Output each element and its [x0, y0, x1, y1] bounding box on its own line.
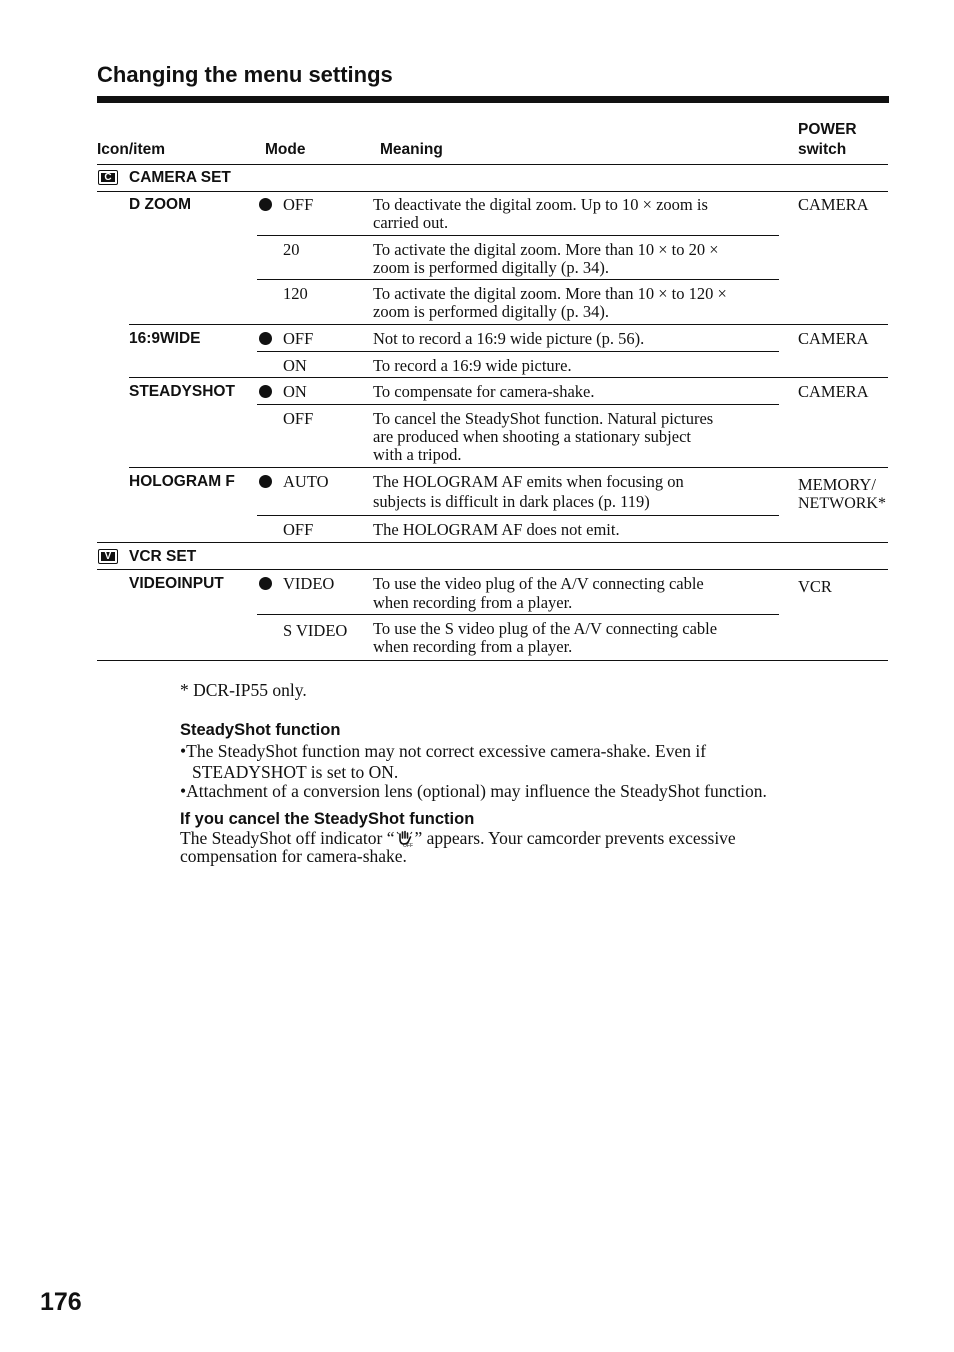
title-rule [97, 96, 889, 103]
meaning-line: zoom is performed digitally (p. 34). [373, 258, 609, 277]
default-bullet-icon [259, 332, 272, 345]
header-mode: Mode [265, 141, 306, 158]
header-meaning: Meaning [380, 141, 443, 158]
mode-off: OFF [283, 520, 314, 539]
header-rule [97, 164, 888, 165]
item-videoinput: VIDEOINPUT [129, 575, 224, 592]
power-d-zoom: CAMERA [798, 195, 869, 214]
meaning-line: To activate the digital zoom. More than 10 × to 20 × [373, 240, 719, 259]
steadyshot-heading: SteadyShot function [180, 721, 341, 739]
meaning-line: To deactivate the digital zoom. Up to 10 × zoom is [373, 195, 708, 214]
steadyshot-off-icon [395, 829, 415, 847]
row-rule [257, 614, 779, 615]
page-number: 176 [40, 1288, 82, 1316]
mode-s-video: S VIDEO [283, 621, 348, 640]
row-rule [257, 515, 779, 516]
meaning-line: are produced when shooting a stationary subject [373, 427, 691, 446]
mode-on: ON [283, 356, 307, 375]
cancel-body-line1 [180, 828, 736, 848]
meaning-line: when recording from a player. [373, 637, 573, 656]
mode-120: 120 [283, 284, 308, 303]
row-rule [97, 191, 888, 192]
item-hologram-f: HOLOGRAM F [129, 473, 235, 490]
cancel-heading: If you cancel the SteadyShot function [180, 810, 475, 828]
row-rule [257, 235, 779, 236]
page-title: Changing the menu settings [97, 62, 393, 87]
mode-off: OFF [283, 329, 314, 348]
steadyshot-bullet-1: •The SteadyShot function may not correct excessive camera-shake. Even if [180, 741, 707, 761]
power-hologram-line1: MEMORY/ [798, 475, 876, 494]
row-rule [129, 324, 888, 325]
row-rule [97, 569, 888, 570]
row-rule [97, 542, 888, 543]
steadyshot-bullet-2: •Attachment of a conversion lens (optional) may influence the SteadyShot function. [180, 781, 767, 801]
mode-auto: AUTO [283, 472, 329, 491]
power-steadyshot: CAMERA [798, 382, 869, 401]
meaning-line: To record a 16:9 wide picture. [373, 356, 572, 375]
svg-text:OFF: OFF [402, 843, 413, 847]
cancel-body-line2: compensation for camera-shake. [180, 846, 407, 866]
vcr-set-icon: V [98, 549, 118, 564]
meaning-line: zoom is performed digitally (p. 34). [373, 302, 609, 321]
camera-set-label: CAMERA SET [129, 169, 231, 186]
mode-off: OFF [283, 409, 314, 428]
header-power-line1: POWER [798, 121, 857, 138]
meaning-line: The HOLOGRAM AF does not emit. [373, 520, 620, 539]
meaning-line: with a tripod. [373, 445, 462, 464]
meaning-line: Not to record a 16:9 wide picture (p. 56). [373, 329, 645, 348]
default-bullet-icon [259, 385, 272, 398]
header-icon-item: Icon/item [97, 141, 166, 158]
default-bullet-icon [259, 475, 272, 488]
power-16-9-wide: CAMERA [798, 329, 869, 348]
meaning-line: carried out. [373, 213, 449, 232]
item-16-9-wide: 16:9WIDE [129, 330, 201, 347]
meaning-line: To compensate for camera-shake. [373, 382, 595, 401]
mode-off: OFF [283, 195, 314, 214]
cancel-text-b: ” appears. Your camcorder prevents excessive [414, 828, 736, 848]
mode-on: ON [283, 382, 307, 401]
footnote: * DCR-IP55 only. [180, 680, 307, 700]
steadyshot-bullet-1-cont: STEADYSHOT is set to ON. [192, 762, 399, 782]
row-rule [129, 377, 888, 378]
power-videoinput: VCR [798, 577, 832, 596]
table-bottom-rule [97, 660, 888, 661]
power-hologram-line2: NETWORK* [798, 495, 886, 512]
meaning-line: The HOLOGRAM AF emits when focusing on [373, 472, 684, 491]
default-bullet-icon [259, 198, 272, 211]
row-rule [257, 279, 779, 280]
meaning-line: subjects is difficult in dark places (p. 119) [373, 492, 650, 511]
item-steadyshot: STEADYSHOT [129, 383, 235, 400]
meaning-line: To activate the digital zoom. More than 10 × to 120 × [373, 284, 727, 303]
camera-set-icon: C [98, 170, 118, 185]
header-power-line2: switch [798, 141, 847, 158]
vcr-set-label: VCR SET [129, 548, 197, 565]
cancel-text-a: The SteadyShot off indicator “ [180, 828, 395, 848]
meaning-line: To cancel the SteadyShot function. Natural pictures [373, 409, 714, 428]
row-rule [129, 467, 888, 468]
meaning-line: To use the S video plug of the A/V connecting cable [373, 619, 718, 638]
row-rule [257, 351, 779, 352]
item-d-zoom: D ZOOM [129, 196, 191, 213]
mode-20: 20 [283, 240, 300, 259]
meaning-line: To use the video plug of the A/V connecting cable [373, 574, 704, 593]
row-rule [257, 404, 779, 405]
default-bullet-icon [259, 577, 272, 590]
meaning-line: when recording from a player. [373, 593, 573, 612]
mode-video: VIDEO [283, 574, 335, 593]
